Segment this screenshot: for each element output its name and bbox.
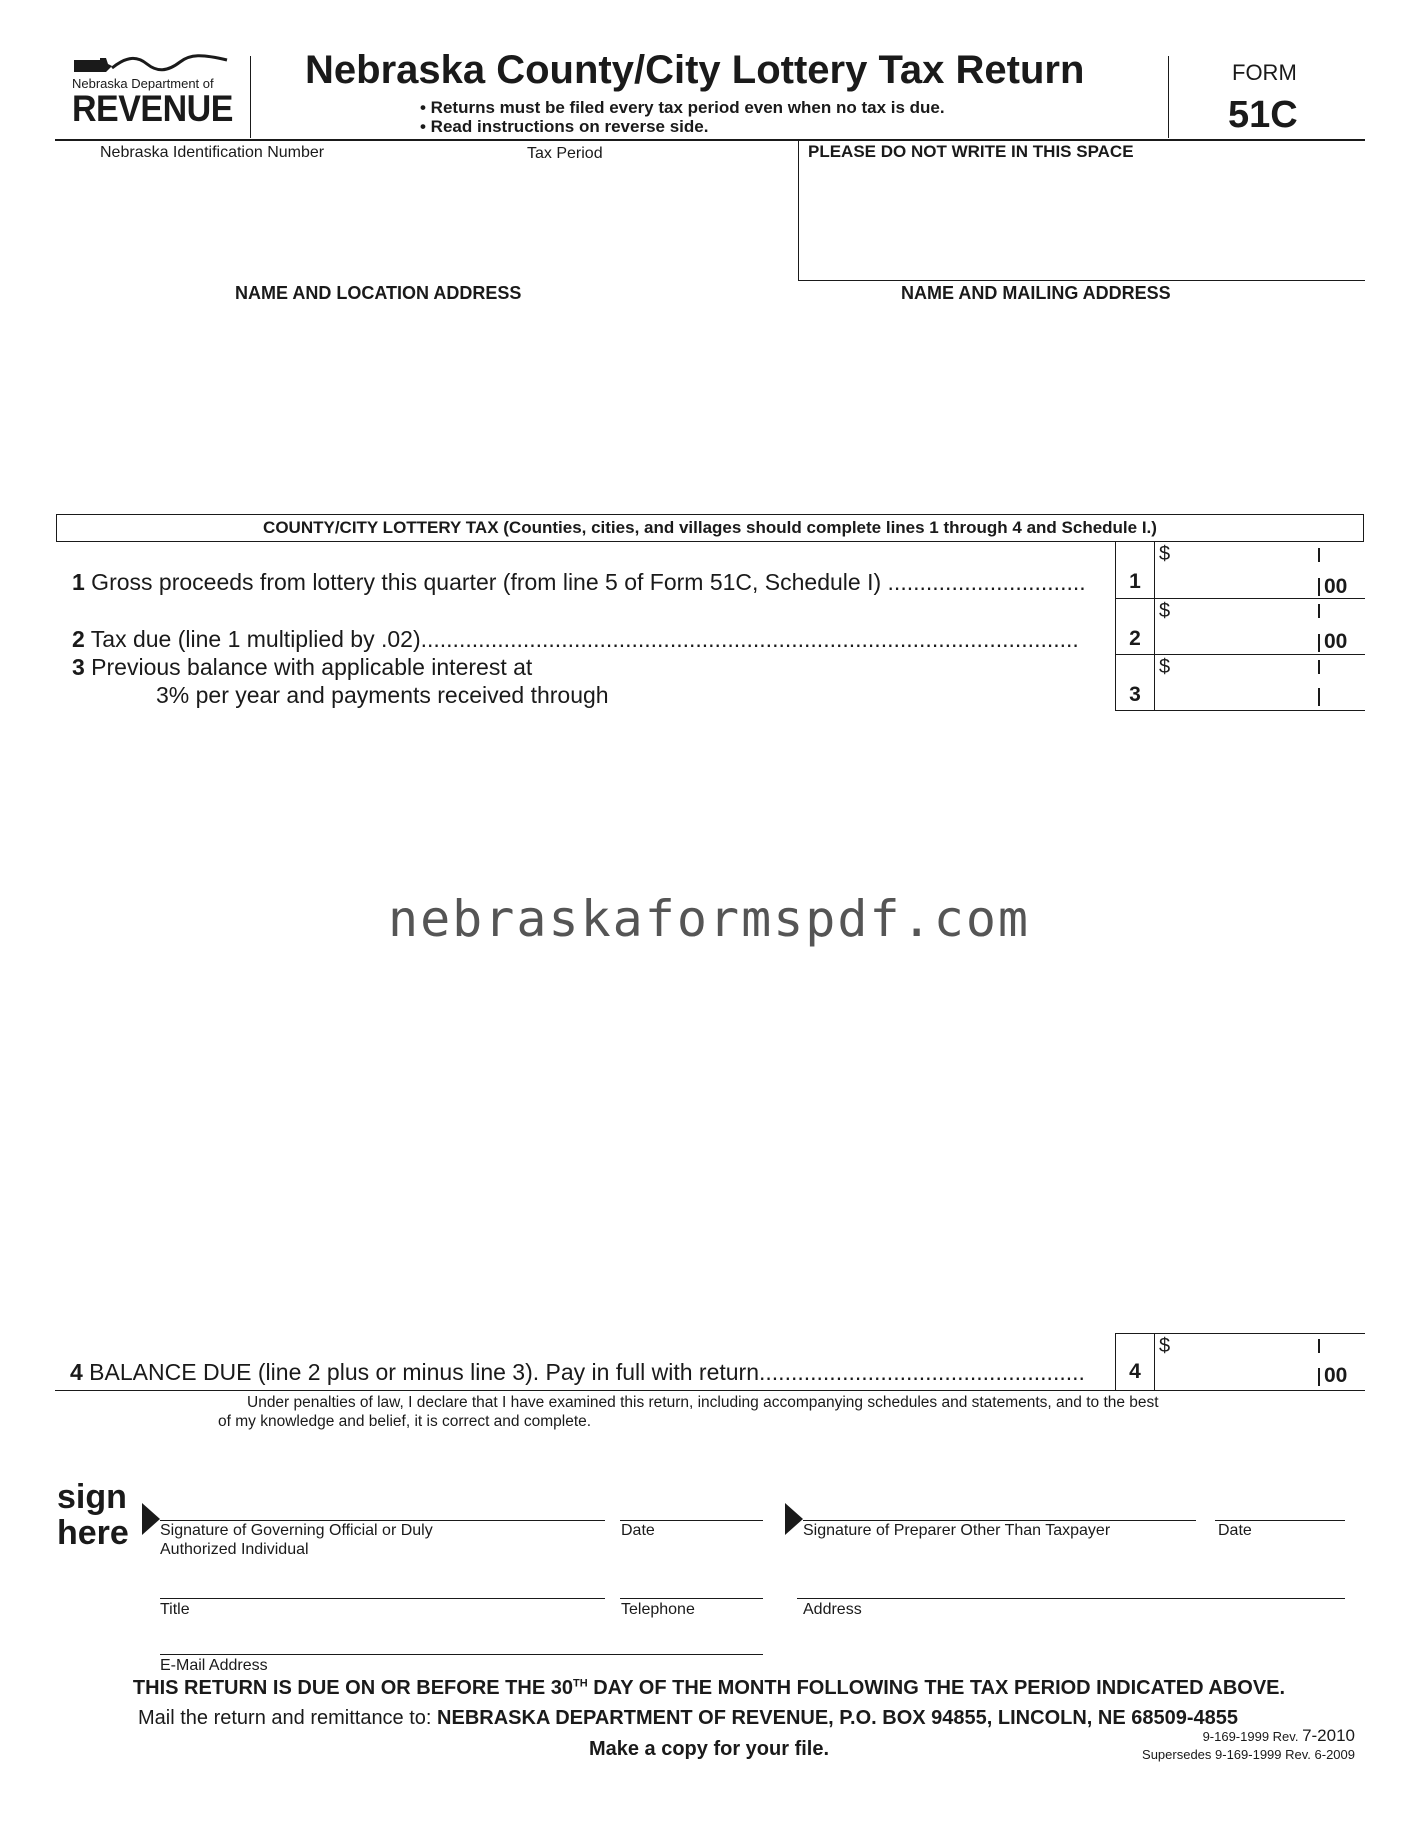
mail-instructions	[138, 1707, 1238, 1730]
box-num-column-left	[1115, 542, 1116, 710]
title-label: Title	[160, 1601, 190, 1618]
revision-prefix: 9-169-1999 Rev.	[1202, 1729, 1303, 1744]
box-3-bottom	[1115, 710, 1365, 711]
box-3-cents-divider-low	[1318, 688, 1320, 706]
revision-number	[1203, 1726, 1355, 1746]
line-1-text: Gross proceeds from lottery this quarter (from line 5 of Form 51C, Schedule I) ...............................	[84, 569, 1086, 595]
address-line	[797, 1598, 1345, 1599]
address-field[interactable]	[797, 1558, 1342, 1598]
telephone-line	[620, 1598, 763, 1599]
form-label: FORM	[1232, 60, 1297, 85]
logo-divider	[250, 56, 251, 138]
box-4-cents-divider	[1318, 1339, 1320, 1353]
line-2-text: Tax due (line 1 multiplied by .02).......................................................................................................	[84, 626, 1079, 652]
telephone-label: Telephone	[621, 1601, 695, 1618]
name-mailing-label: NAME AND MAILING ADDRESS	[901, 283, 1171, 303]
declaration-line-b: of my knowledge and belief, it is correct and complete.	[218, 1413, 592, 1430]
page-title: Nebraska County/City Lottery Tax Return	[305, 48, 1085, 92]
office-box-left	[798, 140, 799, 281]
header-bullet-1: • Returns must be filed every tax period even when no tax is due.	[420, 98, 945, 117]
telephone-field[interactable]	[620, 1558, 760, 1598]
line-1-label	[72, 569, 1086, 596]
box-4-top	[1115, 1333, 1365, 1334]
box-4-dollar: $	[1159, 1335, 1171, 1357]
name-mailing-field[interactable]	[800, 310, 1360, 500]
name-location-label: NAME AND LOCATION ADDRESS	[235, 283, 522, 303]
dept-small-text: Nebraska Department of	[72, 76, 214, 91]
form-number: 51C	[1228, 94, 1298, 136]
date-2-label: Date	[1218, 1522, 1252, 1539]
box-2-bottom	[1115, 654, 1365, 655]
here-word: here	[57, 1514, 129, 1552]
email-field[interactable]	[160, 1614, 760, 1654]
box-3-number: 3	[1129, 683, 1141, 706]
box-1-dollar: $	[1159, 543, 1171, 565]
preparer-arrow-icon	[785, 1503, 803, 1535]
date-1-field[interactable]	[620, 1478, 760, 1520]
email-label: E-Mail Address	[160, 1657, 268, 1674]
line-2-number: 2	[72, 626, 85, 652]
box-4-cents-divider-low	[1318, 1368, 1320, 1386]
declaration-line-a: Under penalties of law, I declare that I have examined this return, including accompanying schedules and statements, and to the best	[247, 1394, 1159, 1411]
box-1-cents-divider-low	[1318, 578, 1320, 596]
line-3-number: 3	[72, 654, 85, 680]
box-2-cents-divider	[1318, 604, 1320, 618]
line-4-bottom-rule	[55, 1390, 1365, 1391]
section-heading-box	[56, 514, 1364, 542]
box-3-cents-divider	[1318, 660, 1320, 674]
line-1-amount-input[interactable]	[1172, 560, 1312, 594]
mail-address: NEBRASKA DEPARTMENT OF REVENUE, P.O. BOX 94855, LINCOLN, NE 68509-4855	[437, 1707, 1239, 1729]
box-1-cents: 00	[1324, 575, 1348, 598]
nin-field[interactable]	[80, 165, 460, 225]
line-4-text: BALANCE DUE (line 2 plus or minus line 3). Pay in full with return...................................................	[82, 1359, 1085, 1385]
title-line	[160, 1598, 605, 1599]
date-1-line	[620, 1520, 763, 1521]
preparer-signature-field[interactable]	[803, 1478, 1193, 1520]
date-2-line	[1215, 1520, 1345, 1521]
line-3-text-a: Previous balance with applicable interest at	[84, 654, 533, 680]
line-4-number: 4	[70, 1359, 83, 1385]
due-notice-superscript: TH	[572, 1677, 588, 1690]
due-date-notice	[0, 1677, 1418, 1700]
box-1-bottom	[1115, 598, 1365, 599]
watermark: nebraskaformspdf.com	[387, 890, 1031, 948]
line-2-label	[72, 626, 1079, 653]
line-4-amount-input[interactable]	[1172, 1350, 1312, 1384]
box-3-dollar: $	[1159, 656, 1171, 678]
line-3-text-b: 3% per year and payments received through	[156, 682, 609, 708]
box-num-column-right	[1154, 542, 1155, 710]
form-number-divider	[1168, 56, 1169, 138]
box-4-cents: 00	[1324, 1364, 1348, 1387]
box-2-cents-divider-low	[1318, 634, 1320, 652]
line-3-label-a	[72, 654, 532, 681]
line-1-number: 1	[72, 569, 85, 595]
due-notice-part-a: THIS RETURN IS DUE ON OR BEFORE THE 30	[132, 1677, 573, 1699]
tax-period-field[interactable]	[500, 165, 780, 225]
mail-instructions-text: Mail the return and remittance to:	[138, 1707, 438, 1729]
box-4-number: 4	[1129, 1360, 1141, 1383]
box-4-num-left	[1115, 1333, 1116, 1390]
nebraska-state-icon	[72, 52, 232, 78]
official-signature-label-a: Signature of Governing Official or Duly	[160, 1522, 433, 1539]
address-label: Address	[803, 1601, 862, 1618]
revision-date: 7-2010	[1302, 1726, 1355, 1745]
preparer-signature-line	[803, 1520, 1196, 1521]
box-4-num-right	[1154, 1333, 1155, 1390]
header-bullet-2: • Read instructions on reverse side.	[420, 117, 709, 136]
dept-big-text: REVENUE	[72, 88, 233, 130]
date-1-label: Date	[621, 1522, 655, 1539]
sign-word: sign	[57, 1478, 127, 1516]
box-2-number: 2	[1129, 627, 1141, 650]
line-4-label	[70, 1359, 1085, 1386]
official-signature-field[interactable]	[160, 1478, 600, 1520]
preparer-signature-label: Signature of Preparer Other Than Taxpayer	[803, 1522, 1111, 1539]
box-1-cents-divider	[1318, 548, 1320, 562]
supersedes-note: Supersedes 9-169-1999 Rev. 6-2009	[1142, 1747, 1355, 1762]
title-field[interactable]	[160, 1558, 600, 1598]
box-1-number: 1	[1129, 570, 1141, 593]
box-2-dollar: $	[1159, 600, 1171, 622]
email-line	[160, 1654, 763, 1655]
line-3-amount-input[interactable]	[1172, 672, 1312, 706]
nin-label: Nebraska Identification Number	[100, 144, 325, 161]
box-2-cents: 00	[1324, 630, 1348, 653]
section-heading: COUNTY/CITY LOTTERY TAX (Counties, cities, and villages should complete lines 1 through 4 and Schedule I.)	[263, 518, 1157, 537]
sign-arrow-icon	[142, 1503, 160, 1535]
header-rule	[55, 139, 1365, 141]
official-signature-line	[160, 1520, 605, 1521]
tax-period-label: Tax Period	[527, 145, 603, 162]
official-signature-label-b: Authorized Individual	[160, 1541, 309, 1558]
office-use-label: PLEASE DO NOT WRITE IN THIS SPACE	[808, 142, 1134, 161]
name-location-field[interactable]	[60, 310, 760, 500]
date-2-field[interactable]	[1215, 1478, 1343, 1520]
due-notice-part-b: DAY OF THE MONTH FOLLOWING THE TAX PERIOD INDICATED ABOVE.	[587, 1677, 1286, 1699]
office-box-bottom	[798, 280, 1365, 281]
revenue-logo	[72, 52, 232, 128]
line-2-amount-input[interactable]	[1172, 616, 1312, 650]
copy-notice: Make a copy for your file.	[588, 1738, 830, 1760]
